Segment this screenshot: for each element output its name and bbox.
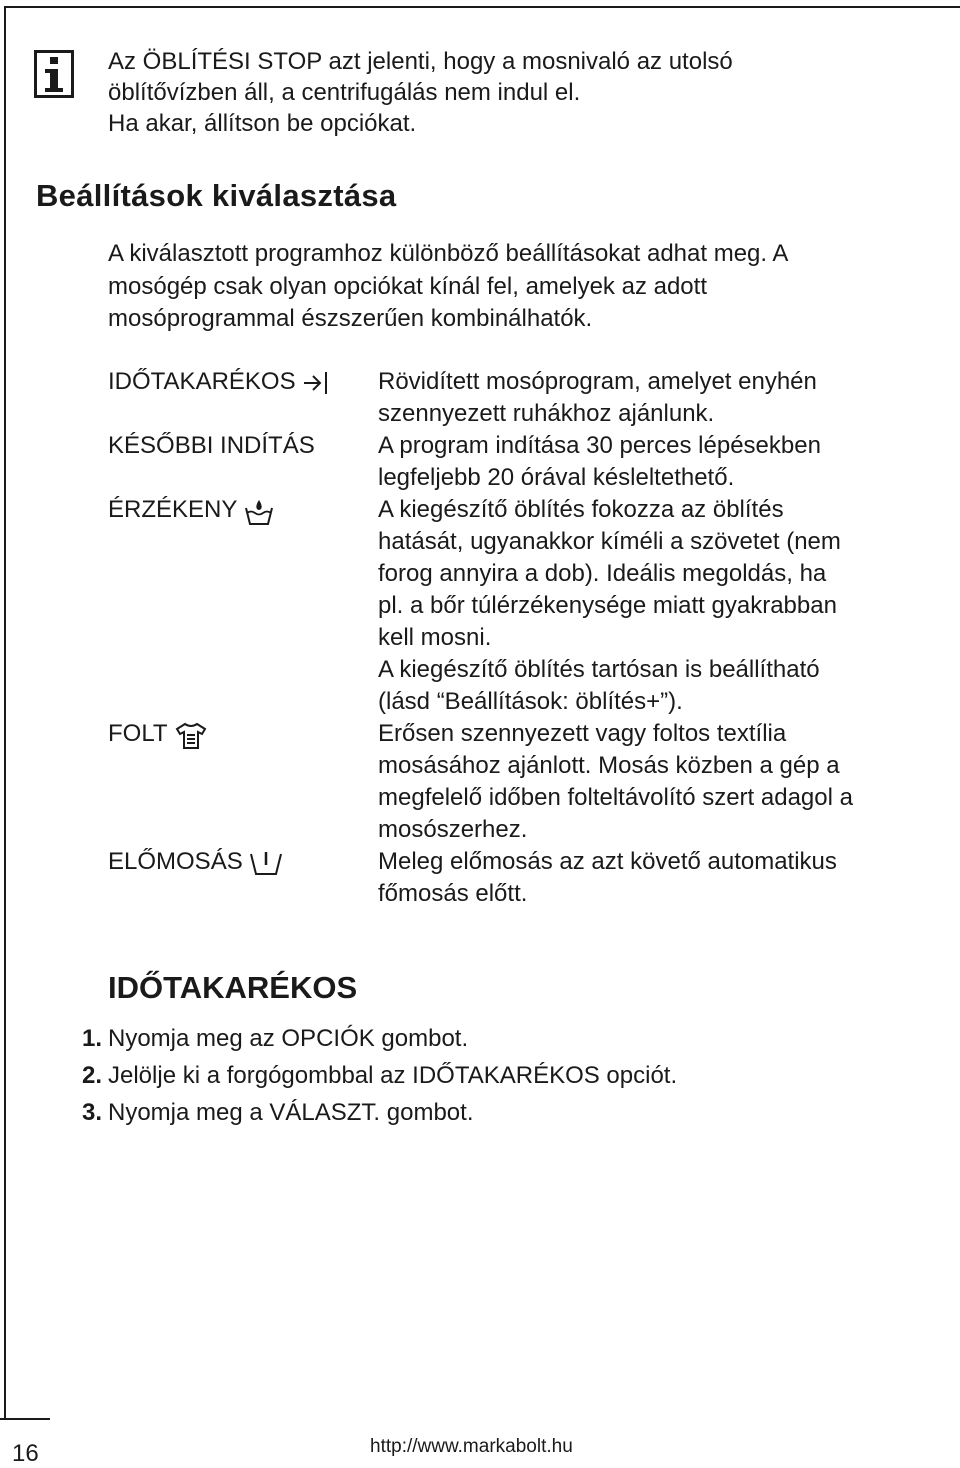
option-desc-line: mosószerhez. <box>378 816 528 843</box>
option-term: ELŐMOSÁS <box>108 848 243 875</box>
subsection-heading: IDŐTAKARÉKOS <box>108 970 358 1005</box>
frame-top-rule <box>4 6 960 8</box>
option-desc-line: Erősen szennyezett vagy foltos textília <box>378 720 787 747</box>
page-number: 16 <box>12 1440 39 1467</box>
note-line: öblítővízben áll, a centrifugálás nem indul el. <box>108 79 581 106</box>
steps-list <box>82 1020 677 1131</box>
section-heading: Beállítások kiválasztása <box>36 178 397 213</box>
option-row-sensitive <box>108 494 938 718</box>
option-row-time-saver <box>108 366 938 430</box>
step-number: 1. <box>82 1025 103 1052</box>
options-table <box>108 366 938 910</box>
intro-line: mosógép csak olyan opciókat kínál fel, amelyek az adott <box>108 272 707 300</box>
option-desc-line: Meleg előmosás az azt követő automatikus <box>378 848 837 875</box>
option-term: FOLT <box>108 720 168 747</box>
sensitive-rinse-icon <box>243 498 275 526</box>
step-item <box>82 1057 677 1094</box>
info-note <box>108 46 908 139</box>
step-item <box>82 1094 677 1131</box>
option-desc-line: legfeljebb 20 órával késleltethető. <box>378 464 735 491</box>
option-desc-line: mosásához ajánlott. Mosás közben a gép a <box>378 752 840 779</box>
option-term: KÉSŐBBI INDÍTÁS <box>108 432 315 459</box>
section-intro <box>108 238 928 336</box>
stain-shirt-icon <box>174 722 208 750</box>
option-desc-line: szennyezett ruhákhoz ajánlunk. <box>378 400 715 427</box>
note-line: Az ÖBLÍTÉSI STOP azt jelenti, hogy a mosnivaló az utolsó <box>108 48 733 75</box>
option-desc-line: A kiegészítő öblítés fokozza az öblítés <box>378 496 784 523</box>
info-icon <box>34 50 74 98</box>
option-desc-line: forog annyira a dob). Ideális megoldás, ha <box>378 560 827 587</box>
prewash-icon <box>249 850 283 878</box>
option-row-delayed-start <box>108 430 938 494</box>
option-desc-line: pl. a bőr túlérzékenysége miatt gyakrabban <box>378 592 837 619</box>
step-item <box>82 1020 677 1057</box>
step-number: 2. <box>82 1062 103 1089</box>
option-desc-line: A program indítása 30 perces lépésekben <box>378 432 821 459</box>
option-row-stain <box>108 718 938 846</box>
intro-line: A kiválasztott programhoz különböző beállításokat adhat meg. A <box>108 240 789 267</box>
option-desc-line: kell mosni. <box>378 624 492 651</box>
option-term: IDŐTAKARÉKOS <box>108 368 296 395</box>
option-desc-line: megfelelő időben folteltávolító szert adagol a <box>378 784 853 811</box>
footer-url[interactable]: http://www.markabolt.hu <box>370 1436 573 1457</box>
option-desc-line: Rövidített mosóprogram, amelyet enyhén <box>378 368 817 395</box>
frame-left-rule <box>4 6 6 1418</box>
time-saver-icon <box>302 370 332 396</box>
option-desc-line: főmosás előtt. <box>378 880 528 907</box>
option-desc-line: A kiegészítő öblítés tartósan is beállítható <box>378 656 820 683</box>
step-text: Nyomja meg az OPCIÓK gombot. <box>108 1025 469 1052</box>
step-text: Nyomja meg a VÁLASZT. gombot. <box>108 1099 474 1126</box>
frame-bottom-rule <box>0 1418 50 1420</box>
step-number: 3. <box>82 1099 103 1126</box>
option-desc-line: (lásd “Beállítások: öblítés+”). <box>378 688 683 715</box>
option-row-prewash <box>108 846 938 910</box>
intro-line: mosóprogrammal észszerűen kombinálhatók. <box>108 305 593 332</box>
step-text: Jelölje ki a forgógombbal az IDŐTAKARÉKOS opciót. <box>108 1062 678 1089</box>
note-line: Ha akar, állítson be opciókat. <box>108 110 417 137</box>
option-term: ÉRZÉKENY <box>108 496 238 523</box>
option-desc-line: hatását, ugyanakkor kíméli a szövetet (nem <box>378 528 841 555</box>
